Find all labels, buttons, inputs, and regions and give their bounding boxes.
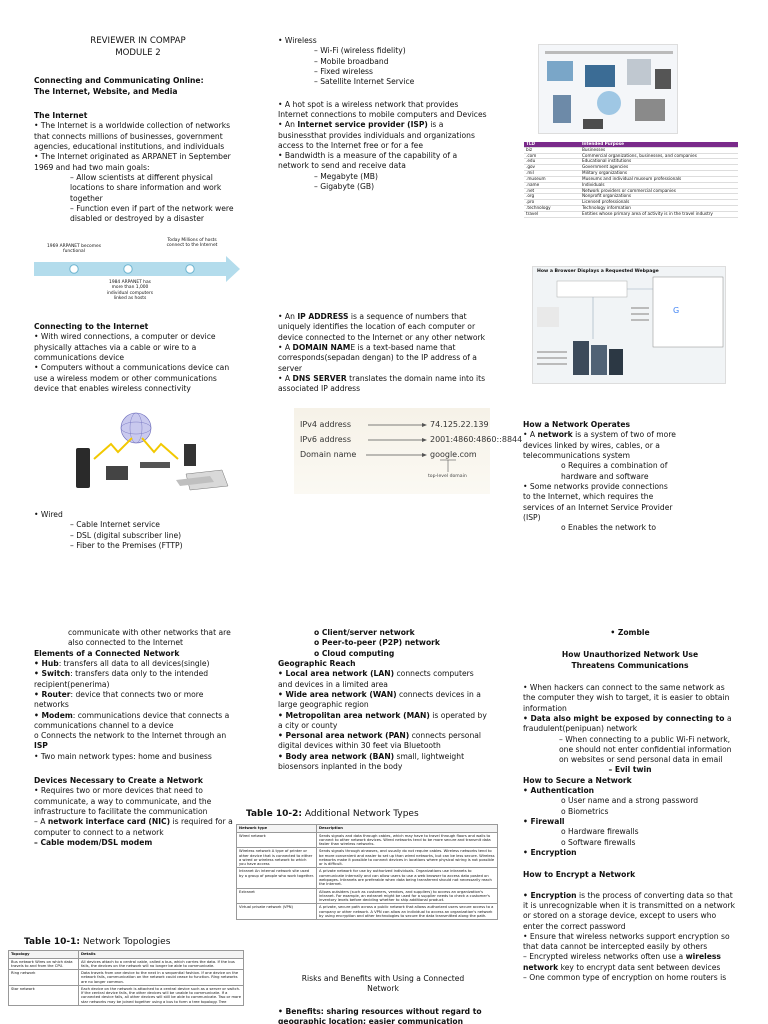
paragraph-wireless-modem: • Computers without a communications device can use a wireless modem or other communications device that enables wireless connectivity bbox=[34, 363, 230, 393]
ip-address-figure bbox=[294, 408, 523, 494]
additional-network-table bbox=[236, 824, 498, 920]
column-1 bbox=[34, 36, 242, 224]
paragraph-network-hardware: o Requires a combination of hardware and software bbox=[561, 461, 668, 481]
column-2 bbox=[278, 36, 490, 192]
description-cell: A private, secure path across a public network that allows authorized users secure access to a company or other network. A VPN can allow an individual to access an organization's network by using encryption and other technologies to secure the data transmitted along the path. bbox=[317, 904, 498, 920]
purpose-cell: Entities whose primary area of activity is in the travel industry bbox=[580, 211, 738, 217]
topology-cell: Star network bbox=[9, 985, 79, 1005]
item-encryption: • Encryption bbox=[523, 847, 577, 857]
timeline-1969-label: 1969 ARPANET becomes functional bbox=[47, 244, 101, 255]
heading-how-network-operates: How a Network Operates bbox=[523, 420, 631, 429]
doc-title: REVIEWER IN COMPAP bbox=[90, 36, 186, 46]
topology-header-row bbox=[9, 951, 244, 958]
term-dns-server: DNS SERVER bbox=[292, 373, 347, 383]
purpose-cell: Museums and individual museum professionals bbox=[580, 176, 738, 182]
item-lan: • Local area network (LAN) connects computers and devices in a limited area bbox=[278, 669, 474, 689]
network-type-col-header: Network type bbox=[237, 825, 317, 832]
table-row bbox=[9, 970, 244, 986]
paragraph-ip-address: • An IP ADDRESS is a sequence of numbers that uniquely identifies the location of each computer or device connected to the Internet or any other network bbox=[278, 312, 486, 342]
item-zombie: • Zomble bbox=[610, 628, 650, 637]
paragraph-arpanet-goal-2: – Function even if part of the network were disabled or destroyed by a disaster bbox=[70, 203, 234, 224]
item-network-types: • Two main network types: home and business bbox=[34, 751, 212, 761]
purpose-cell: Network providers or commercial companies bbox=[580, 188, 738, 194]
wired-item-dsl: – DSL (digital subscriber line) bbox=[70, 530, 182, 540]
item-p2p: o Peer-to-peer (P2P) network bbox=[314, 638, 440, 648]
paragraph-requires-devices: • Requires two or more devices that need to communicate, a way to communicate, and the infrastructure to facilitate the communication bbox=[34, 786, 212, 816]
tld-cell: .com bbox=[524, 153, 580, 159]
wired-item-cable: – Cable Internet service bbox=[70, 520, 160, 530]
term-isp: Internet service provider (ISP) bbox=[297, 120, 428, 130]
ipv4-value: 74.125.22.139 bbox=[430, 420, 489, 429]
purpose-cell: Military organizations bbox=[580, 171, 738, 177]
paragraph-bandwidth: • Bandwidth is a measure of the capability of a network to send and receive data bbox=[278, 151, 458, 171]
svg-text:G: G bbox=[673, 306, 680, 315]
table-row bbox=[237, 904, 498, 920]
item-switch: • Switch: transfers data only to the intended recipient(penerima) bbox=[34, 669, 209, 689]
wireless-item-fixed: – Fixed wireless bbox=[314, 66, 373, 76]
additional-table-block bbox=[236, 808, 498, 920]
internet-devices-graphic bbox=[539, 45, 679, 135]
wired-item-fttp: – Fiber to the Premises (FTTP) bbox=[70, 540, 183, 550]
item-cloud: o Cloud computing bbox=[314, 648, 395, 658]
term-nic: network interface card (NIC) bbox=[47, 817, 171, 827]
doc-subtitle: MODULE 2 bbox=[115, 47, 161, 58]
topology-cell: Ring network bbox=[9, 970, 79, 986]
wireless-item-satellite: – Satellite Internet Service bbox=[314, 77, 415, 87]
ip-section bbox=[278, 312, 490, 395]
purpose-cell: Nonprofit organizations bbox=[580, 194, 738, 200]
item-modem: • Modem: communications device that connects a communications channel to a device bbox=[34, 710, 230, 730]
details-cell: All devices attach to a central cable, called a bus, which carries the data. If the bus fails, the devices on the network will no longer be able to communicate. bbox=[79, 958, 244, 970]
bottom-column-3 bbox=[523, 628, 737, 983]
description-cell: Sends signals and data through cables, which may have to travel through floors and walls to connect to other network devices. Wired networks tend to be more secure and transmit data faster than wireless networks. bbox=[317, 832, 498, 848]
paragraph-arpanet: • The Internet originated as ARPANET in September 1969 and had two main goals: bbox=[34, 152, 231, 172]
details-cell: Data travels from one device to the next in a sequential fashion. If one device on the network fails, communication on the network could cease to function. Ring networks are no longer common. bbox=[79, 970, 244, 986]
bandwidth-item-gb: – Gigabyte (GB) bbox=[314, 182, 375, 192]
timeline-today-label: Today Millions of hosts connect to the Internet bbox=[166, 238, 218, 249]
firewall-item-software: o Software firewalls bbox=[561, 837, 636, 847]
term-ip-address: IP ADDRESS bbox=[297, 312, 349, 321]
description-col-header: Description bbox=[317, 825, 498, 832]
bottom-column-2 bbox=[278, 628, 488, 772]
browser-figure-title: How a Browser Displays a Requested Webpage bbox=[537, 269, 659, 274]
description-cell: A private network for use by authorized individuals. Organizations use intranets to communicate internally and can allow users to use a web browser to access data posted on webpages. Intranets are preferable when data being transferred should not necessarily reach the Internet. bbox=[317, 868, 498, 888]
network-type-cell: Wireless network A type of printer or other device that is connected to either a wired or wireless network to which you have access bbox=[237, 848, 317, 868]
purpose-cell: Government agencies bbox=[580, 165, 738, 171]
purpose-cell: Businesses bbox=[580, 147, 738, 153]
paragraph-nic: – A network interface card (NIC) is required for a computer to connect to a network bbox=[34, 817, 233, 837]
domain-label: Domain name bbox=[300, 450, 357, 459]
paragraph-network-isp: • Some networks provide connections to the Internet, which requires the services of an Internet Service Provider (ISP) bbox=[523, 481, 673, 522]
network-illustration bbox=[36, 404, 236, 500]
topology-col-header: Topology bbox=[9, 951, 79, 958]
heading-risks-benefits: Risks and Benefits with Using a Connected Network bbox=[301, 974, 465, 994]
paragraph-encryption-def: • Encryption is the process of converting data so that it is unrecognizable when it is transmitted on a network or stored on a storage device, except to users who enter the correct password bbox=[523, 890, 736, 931]
browser-steps-graphic bbox=[533, 267, 727, 385]
table-row bbox=[237, 832, 498, 848]
paragraph-wireless-key: – Encrypted wireless networks often use a wireless network key to encrypt data sent between devices bbox=[523, 952, 721, 972]
item-evil-twin: – Evil twin bbox=[608, 765, 652, 775]
tld-cell: .mil bbox=[524, 171, 580, 177]
item-firewall: • Firewall bbox=[523, 817, 565, 826]
risks-section bbox=[278, 974, 488, 1024]
network-type-cell: Wired network bbox=[237, 832, 317, 848]
tld-col-header: TLD bbox=[524, 142, 580, 147]
heading-the-internet: The Internet bbox=[34, 111, 88, 120]
purpose-cell: Educational institutions bbox=[580, 159, 738, 165]
wired-heading: • Wired bbox=[34, 510, 63, 519]
table-row bbox=[9, 985, 244, 1005]
domain-value: google.com bbox=[430, 450, 477, 459]
heading-connecting-online: Connecting and Communicating Online: bbox=[34, 76, 204, 86]
table-row bbox=[237, 868, 498, 888]
timeline-1984-label: 1984 ARPANET has more than 1,000 individual computers linked as hosts bbox=[106, 280, 154, 301]
network-type-cell: Extranet bbox=[237, 888, 317, 904]
network-devices-graphic bbox=[36, 404, 236, 500]
paragraph-hotspot: • A hot spot is a wireless network that provides Internet connections to mobile computers and Devices bbox=[278, 99, 487, 119]
table-row bbox=[237, 888, 498, 904]
topology-table-caption: Table 10-1: Network Topologies bbox=[24, 937, 171, 947]
description-cell: Sends signals through airwaves, and usually do not require cables. Wireless networks tend to be more convenient and easier to set up than wired networks, but can be less secure. Wireless networks make it possible to connect devices in locations where physical wiring is not possible or is difficult. bbox=[317, 848, 498, 868]
browser-webpage-figure bbox=[532, 266, 726, 384]
table-row bbox=[524, 211, 738, 217]
item-authentication: • Authentication bbox=[523, 786, 595, 796]
paragraph-cable-modem: – Cable modem/DSL modem bbox=[34, 837, 153, 847]
paragraph-wired-connections: • With wired connections, a computer or device physically attaches via a cable or wire to a communications device bbox=[34, 332, 216, 362]
paragraph-public-wifi: – When connecting to a public Wi-Fi network, one should not enter confidential information on websites or send personal data in email bbox=[559, 734, 732, 765]
auth-item-biometrics: o Biometrics bbox=[561, 806, 609, 816]
item-ban: • Body area network (BAN) small, lightweight biosensors inplanted in the body bbox=[278, 751, 465, 772]
tld-cell: .technology bbox=[524, 206, 580, 212]
table-row bbox=[237, 848, 498, 868]
tld-cell: .edu bbox=[524, 159, 580, 165]
firewall-item-hardware: o Hardware firewalls bbox=[561, 827, 639, 837]
table-row bbox=[9, 958, 244, 970]
how-network-operates bbox=[523, 420, 677, 533]
wireless-item-mobile: – Mobile broadband bbox=[314, 56, 389, 66]
paragraph-benefits: • Benefits: sharing resources without regard to geographic location; easier communication bbox=[278, 1006, 482, 1024]
heading-unauthorized-use: How Unauthorized Network Use Threatens Communications bbox=[561, 650, 699, 670]
wireless-item-wifi: – Wi-Fi (wireless fidelity) bbox=[314, 46, 406, 56]
tld-cell: .museum bbox=[524, 176, 580, 182]
heading-elements-connected-network: Elements of a Connected Network bbox=[34, 648, 180, 658]
network-type-cell: Virtual private network (VPN) bbox=[237, 904, 317, 920]
paragraph-home-routers: – One common type of encryption on home routers is bbox=[523, 973, 727, 983]
additional-table-caption: Table 10-2: Additional Network Types bbox=[246, 809, 419, 819]
network-type-cell: Intranet An internal network site used by a group of people who work together. bbox=[237, 868, 317, 888]
ipv6-label: IPv6 address bbox=[300, 435, 351, 444]
purpose-cell: Commercial organizations, businesses, and companies bbox=[580, 153, 738, 159]
purpose-cell: Licensed professionals bbox=[580, 200, 738, 206]
paragraph-network-def: • A network is a system of two of more devices linked by wires, cables, or a telecommunications system bbox=[523, 430, 676, 460]
item-client-server: o Client/server network bbox=[314, 628, 415, 637]
heading-connecting-internet: Connecting to the Internet bbox=[34, 322, 149, 331]
wireless-heading: • Wireless bbox=[278, 36, 317, 45]
ipv6-value: 2001:4860:4860::8844 bbox=[430, 435, 523, 444]
heading-encrypt-network: How to Encrypt a Network bbox=[523, 870, 636, 880]
paragraph-ensure-encryption: • Ensure that wireless networks support encryption so that data cannot be intercepted easily by others bbox=[523, 931, 730, 952]
purpose-col-header: Intended Purpose bbox=[580, 142, 738, 147]
topology-table bbox=[8, 950, 244, 1006]
paragraph-isp: • An Internet service provider (ISP) is a businessthat provides individuals and organizations access to the Internet free or for a fee bbox=[278, 120, 475, 150]
internet-overview-figure bbox=[538, 44, 678, 134]
item-pan: • Personal area network (PAN) connects personal digital devices within 30 feet via Bluetooth bbox=[278, 731, 482, 751]
tld-cell: .org bbox=[524, 194, 580, 200]
tld-table bbox=[524, 142, 738, 218]
item-modem-isp: o Connects the network to the Internet through an ISP bbox=[34, 731, 227, 751]
paragraph-continued: communicate with other networks that are also connected to the Internet bbox=[68, 628, 231, 648]
tld-table-container bbox=[524, 142, 738, 218]
item-hub: • Hub: transfers all data to all devices(single) bbox=[34, 658, 210, 668]
description-cell: Allows outsiders (such as customers, vendors, and suppliers) to access an organization's intranet. For example, an extranet might be used for a supplier needs to check a customer's inventory levels before deciding whether to ship additional product. bbox=[317, 888, 498, 904]
heading-geographic-reach: Geographic Reach bbox=[278, 658, 356, 668]
purpose-cell: Individuals bbox=[580, 182, 738, 188]
paragraph-dns-server: • A DNS SERVER translates the domain name into its associated IP address bbox=[278, 373, 486, 394]
ipv4-label: IPv4 address bbox=[300, 420, 351, 429]
heading-devices-necessary: Devices Necessary to Create a Network bbox=[34, 776, 203, 786]
tld-cell: .net bbox=[524, 188, 580, 194]
paragraph-domain-name: • A DOMAIN NAME is a text-based name that corresponds(sepadan dengan) to the IP address of a server bbox=[278, 342, 477, 373]
item-wan: • Wide area network (WAN) connects devices in a large geographic region bbox=[278, 689, 481, 710]
paragraph-internet-definition: • The Internet is a worldwide collection of networks that connects millions of businesses, government agencies, educational institutions, and individuals bbox=[34, 121, 231, 151]
tld-cell: biz bbox=[524, 147, 580, 153]
topology-cell: Bus network Wires on which data travels to and from the CPU. bbox=[9, 958, 79, 970]
item-router: • Router: device that connects two or more networks bbox=[34, 689, 204, 710]
wired-list bbox=[34, 510, 244, 551]
paragraph-hackers: • When hackers can connect to the same network as the computer they wish to target, it is easier to obtain information bbox=[523, 682, 730, 713]
term-network: network bbox=[537, 430, 573, 440]
tld-cell: .gov bbox=[524, 165, 580, 171]
tld-cell: travel bbox=[524, 211, 580, 217]
item-man: • Metropolitan area network (MAN) is operated by a city or county bbox=[278, 710, 487, 730]
tld-caption: top-level domain bbox=[428, 474, 467, 479]
term-domain-name: DOMAIN NAM bbox=[292, 342, 351, 352]
paragraph-arpanet-goal-1: – Allow scientists at different physical locations to share information and work together bbox=[70, 172, 222, 203]
bottom-column-1 bbox=[34, 628, 234, 848]
tld-cell: .name bbox=[524, 182, 580, 188]
heading-internet-website-media: The Internet, Website, and Media bbox=[34, 86, 178, 96]
paragraph-network-enables: o Enables the network to bbox=[561, 523, 657, 533]
tld-cell: .pro bbox=[524, 200, 580, 206]
paragraph-data-exposed: • Data also might be exposed by connecting to a fraudulent(penipuan) network bbox=[523, 713, 732, 734]
arpanet-timeline-figure bbox=[34, 236, 242, 308]
auth-item-password: o User name and a strong password bbox=[561, 796, 699, 806]
heading-secure-network: How to Secure a Network bbox=[523, 775, 632, 785]
details-col-header: Details bbox=[79, 951, 244, 958]
purpose-cell: Technology information bbox=[580, 206, 738, 212]
connecting-section bbox=[34, 322, 244, 394]
topology-table-block bbox=[8, 936, 244, 1006]
bandwidth-item-mb: – Megabyte (MB) bbox=[314, 171, 378, 181]
details-cell: Each device on the network is attached to a central device such as a server or switch. If the central device fails, the other devices will be unable to communicate. If a connected device fails, all other devices will still be able to communicate. Two or more star networks may be joined together using a bus to form a tree topology. Tree bbox=[79, 985, 244, 1005]
additional-header-row bbox=[237, 825, 498, 832]
